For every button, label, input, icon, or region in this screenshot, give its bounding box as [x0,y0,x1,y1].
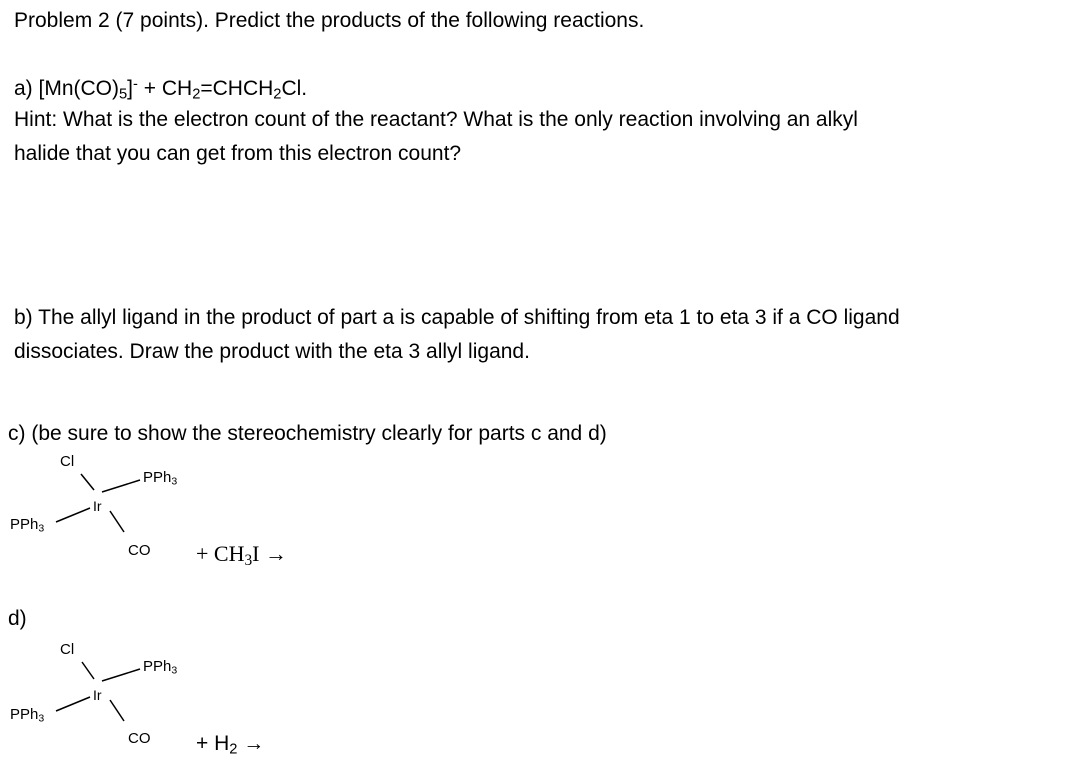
part-c-pph3-right-sub: 3 [171,475,178,488]
part-c-pph3-left-sub: 3 [38,522,45,535]
part-c-pph3-right-text: PPh [143,469,172,486]
part-b-line1: b) The allyl ligand in the product of part a is capable of shifting from eta 1 to eta 3 if a CO ligand [14,306,900,329]
part-d-reagent-sub: 2 [229,741,238,758]
part-d-reagent [196,732,264,756]
part-d-pph3-left-text: PPh [10,706,39,723]
part-a-hint-line2: halide that you can get from this electron count? [14,142,462,165]
part-a-end-text: Cl. [281,77,308,100]
part-a-plus-text: + CH [137,77,193,100]
part-c-bond-cl-ir [81,474,94,490]
part-c-pph3-right [143,470,177,486]
part-c-cl-label: Cl [60,453,75,470]
part-d-pph3-right [143,659,177,675]
part-d-pph3-left-sub: 3 [38,712,45,725]
part-d-ir-label: Ir [93,687,102,703]
part-d-bond-cl-ir [82,662,94,679]
part-d-pph3-left [10,707,44,723]
part-c-pph3-left-text: PPh [10,516,39,533]
part-c-label: c) (be sure to show the stereochemistry clearly for parts c and d) [8,422,607,445]
part-a-sub3: 2 [273,86,282,103]
part-c-reagent-prefix: + CH [196,541,245,566]
part-a-mid-text: =CHCH [200,77,274,100]
part-a-sub1: 5 [119,86,128,103]
part-d-bond-ir-co [110,700,124,721]
part-c-reagent-sub: 3 [244,551,253,569]
part-c-reagent [196,541,287,569]
part-c-bond-pph3-left-ir [56,508,90,522]
part-a-charge: - [133,76,138,93]
part-d-bond-pph3-left-ir [56,697,90,711]
part-d-pph3-right-text: PPh [143,658,172,675]
problem-title: Problem 2 (7 points). Predict the products of the following reactions. [14,9,645,32]
part-d-reagent-prefix: + H [196,732,230,755]
part-b-line2: dissociates. Draw the product with the eta 3 allyl ligand. [14,340,530,363]
part-d-label: d) [8,607,27,630]
part-d-pph3-right-sub: 3 [171,664,178,677]
part-c-bond-ir-pph3-right [102,480,140,492]
part-c-bond-ir-co [110,511,124,532]
part-a-hint-line1: Hint: What is the electron count of the reactant? What is the only reaction involving an alkyl [14,108,858,131]
part-a-prefix: a) [Mn(CO) [14,77,119,100]
part-d-reagent-suffix: → [237,732,265,755]
part-a-sub2: 2 [192,86,201,103]
part-c-co-label: CO [128,542,151,559]
part-d-co-label: CO [128,730,151,747]
part-c-ir-label: Ir [93,498,102,514]
part-d-cl-label: Cl [60,641,75,658]
part-c-pph3-left [10,517,44,533]
part-a-bracket: ] [127,77,134,100]
part-d-bond-ir-pph3-right [102,669,140,681]
part-c-reagent-suffix: I → [252,541,287,566]
